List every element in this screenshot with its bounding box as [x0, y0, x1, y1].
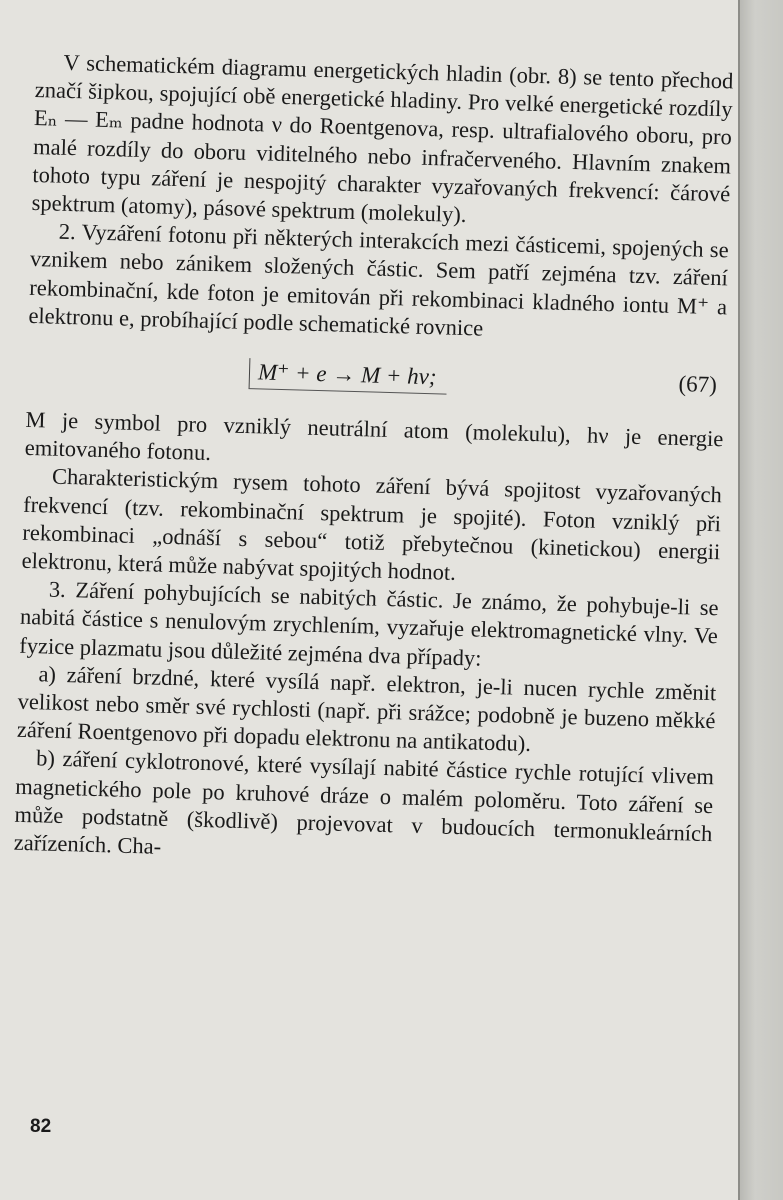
- paragraph-symbol-m: M je symbol pro vzniklý neutrální atom (molekulu), hν je energie emitovaného fotonu.: [24, 406, 724, 466]
- paragraph-photon-emission: 2. Vyzáření fotonu při některých interakcích mezi částicemi, spojených se vznikem nebo zánikem složených částic. Sem patří zejména tzv. záření rekombinační, kde foton je emitován při rekombinaci kladného iontu M⁺ a elektronu e, probíhající podle schematické rovnice: [28, 218, 729, 341]
- page-edge-next: [738, 0, 783, 1200]
- paragraph-bremsstrahlung: a) záření brzdné, které vysílá např. elektron, je-li nucen rychle změnit velikost nebo směr své rychlosti (např. při srážce; podobně je buzeno měkké záření Roentgenovo při dopadu elektronu na antikatodu).: [16, 661, 717, 757]
- equation-formula: M⁺ + e → M + hν;: [249, 358, 447, 395]
- equation-67: [27, 348, 726, 405]
- paragraph-cyclotron: b) záření cyklotronové, které vysílají nabité částice rychle rotující vlivem magnetického pole po kruhové dráze o malém poloměru. Toto záření se může podstatně (škodlivě) projevovat v budoucích termonukleárních zařízeních. Cha-: [13, 745, 715, 859]
- paragraph-moving-charges: 3. Záření pohybujících se nabitých částic. Je známo, že pohybuje-li se nabitá částice s nenulovým zrychlením, vyzařuje elektromagnetické vlny. Ve fyzice plazmatu jsou důležité zejména dva případy:: [18, 576, 719, 671]
- paragraph-energy-levels: V schematickém diagramu energetických hladin (obr. 8) se tento přechod značí šipkou, spojující obě energetické hladiny. Pro velké energetické rozdíly Eₙ — Eₘ padne hodnota ν do Roentgenova, resp. ultrafialového oboru, pro malé rozdíly do oboru viditelného nebo infračerveného. Hlavním znakem tohoto typu záření je nespojitý charakter vyzařovaných frekvencí: čárové spektrum (atomy), pásové spektrum (molekuly).: [31, 49, 734, 228]
- equation-number: (67): [678, 371, 718, 398]
- paragraph-recombination-spectrum: Charakteristickým rysem tohoto záření bývá spojitost vyzařovaných frekvencí (tzv. rekombinační spektrum je spojité). Foton vzniklý při rekombinaci „odnáší s sebou“ totiž přebytečnou (kinetickou) energii elektronu, která může nabývat spojitých hodnot.: [21, 464, 723, 585]
- body-text: [13, 48, 733, 876]
- page-number: 82: [30, 1116, 52, 1137]
